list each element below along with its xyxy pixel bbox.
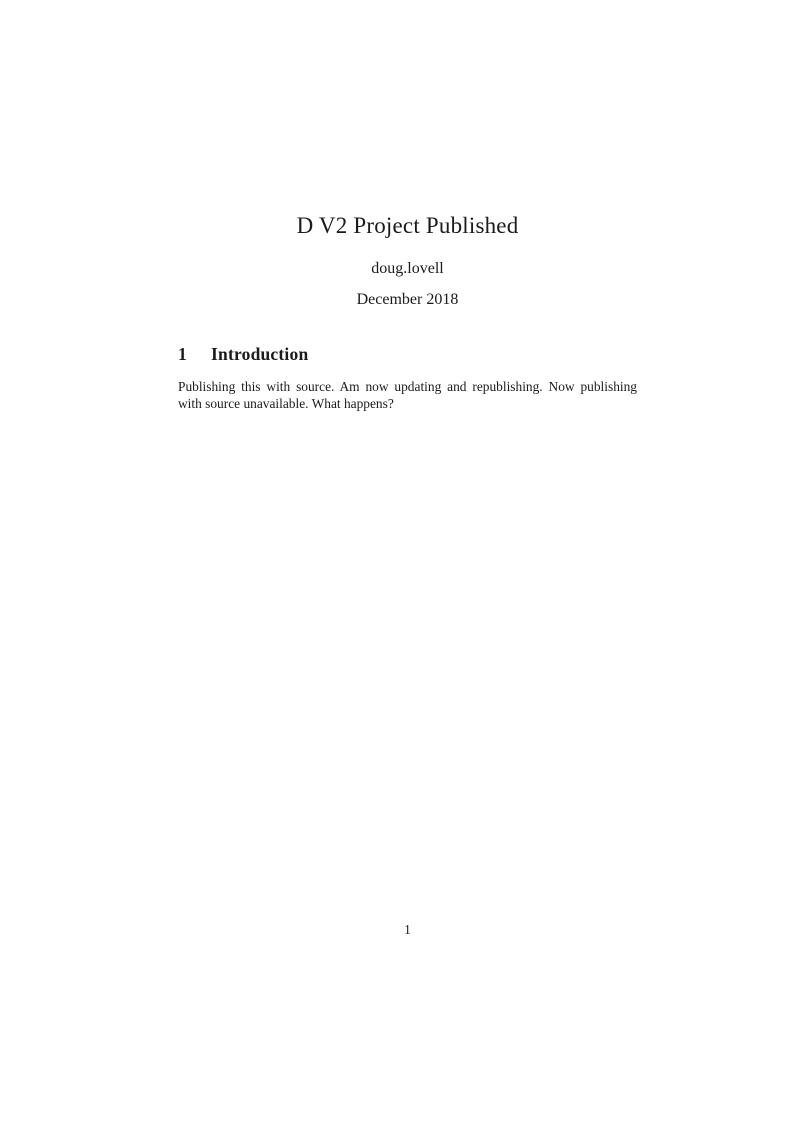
section-heading [178,344,637,365]
document-title: D V2 Project Published [296,213,519,238]
body-paragraph: Publishing this with source. Am now updating and republishing. Now publishing with source unavailable. What happens? [178,379,637,411]
document-author: doug.lovell [371,260,444,277]
section-number: 1 [178,344,187,364]
text-block [178,0,637,1123]
page-number: 1 [404,922,411,937]
document-date: December 2018 [356,291,459,308]
section-title: Introduction [211,344,309,364]
